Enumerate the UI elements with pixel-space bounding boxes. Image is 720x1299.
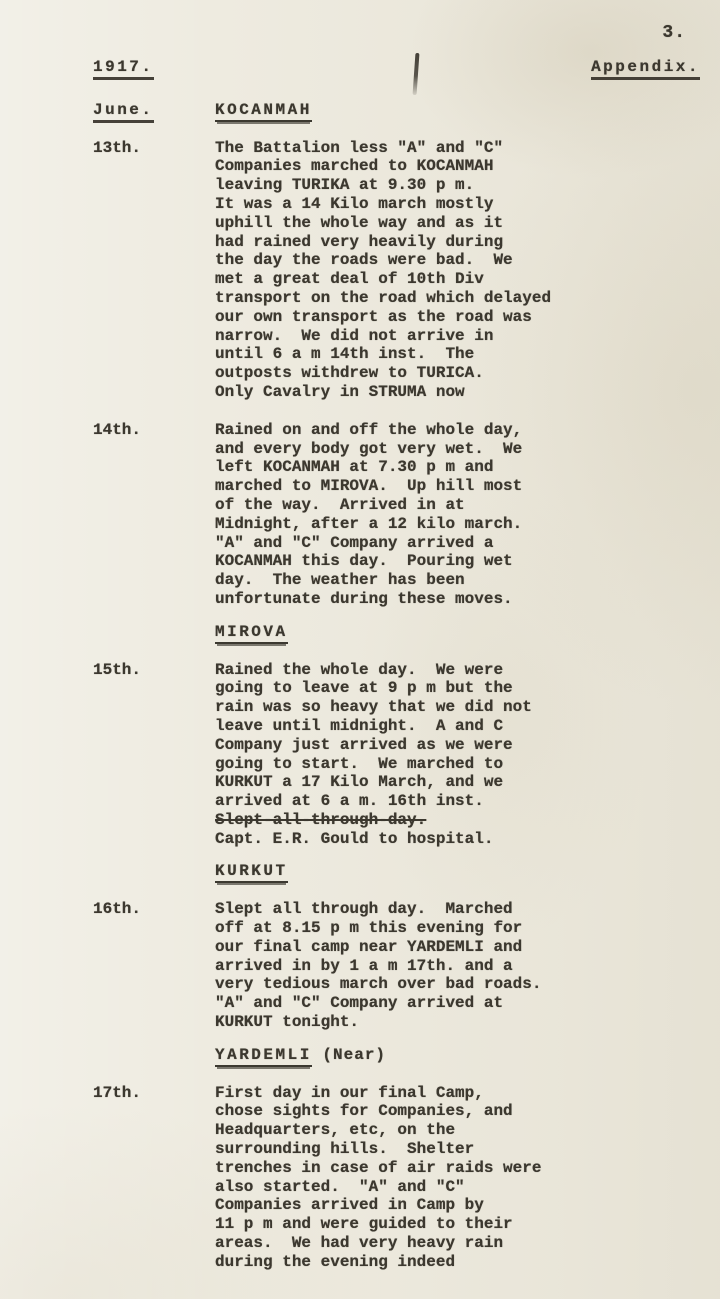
entry-line: unfortunate during these moves.: [215, 589, 513, 608]
entry-date: 14th.: [93, 420, 142, 439]
sections: [93, 101, 700, 1272]
page-header: [93, 58, 700, 77]
entry-line: chose sights for Companies, and: [215, 1102, 513, 1121]
entry-line: marched to MIROVA. Up hill most: [215, 477, 523, 496]
month-label-text: June.: [93, 101, 154, 123]
entry-line: 11 p m and were guided to their: [215, 1215, 513, 1234]
entry-body: [215, 900, 700, 1032]
entry-body: [215, 139, 700, 402]
page-number: 3.: [662, 23, 686, 43]
entry-line: Midnight, after a 12 kilo march.: [215, 514, 523, 533]
section-heading-text: KURKUT: [215, 862, 288, 883]
entry-line: Companies marched to KOCANMAH: [215, 157, 494, 176]
appendix-label-text: Appendix.: [591, 58, 700, 80]
section-head: [93, 101, 700, 120]
section: [93, 623, 700, 849]
entry-date: 17th.: [93, 1083, 142, 1102]
entry-line: going to start. We marched to: [215, 754, 504, 773]
diary-entry: [93, 139, 700, 402]
entry-line: outposts withdrew to TURICA.: [215, 364, 484, 383]
entry-line: transport on the road which delayed: [215, 288, 552, 307]
entry-body: [215, 1084, 700, 1272]
section: [93, 101, 700, 609]
entry-line: Rained the whole day. We were: [215, 660, 504, 679]
entry-line: also started. "A" and "C": [215, 1177, 465, 1196]
entry-line: leave until midnight. A and C: [215, 716, 504, 735]
entry-line: areas. We had very heavy rain: [215, 1234, 504, 1253]
entry-line: the day the roads were bad. We: [215, 251, 513, 270]
entry-line: trenches in case of air raids were: [215, 1158, 542, 1177]
entry-line: Slept all through day. Marched: [215, 900, 513, 919]
entry-line: during the evening indeed: [215, 1252, 456, 1271]
section-heading-suffix: (Near): [311, 1045, 387, 1064]
entry-line: left KOCANMAH at 7.30 p m and: [215, 458, 494, 477]
section-head: [93, 623, 700, 642]
entry-line: rain was so heavy that we did not: [215, 698, 532, 717]
entry-line: of the way. Arrived in at: [215, 495, 465, 514]
entry-line: KURKUT a 17 Kilo March, and we: [215, 773, 504, 792]
entry-line: Company just arrived as we were: [215, 735, 513, 754]
section-heading-text: KOCANMAH: [215, 101, 312, 122]
diary-entry: [93, 661, 700, 849]
section-heading: [215, 862, 288, 881]
diary-entry: [93, 900, 700, 1032]
entry-line: Capt. E.R. Gould to hospital.: [215, 829, 494, 848]
appendix-label: [591, 58, 700, 77]
month-label: [93, 1046, 215, 1065]
month-label: [93, 862, 215, 881]
entry-line: Headquarters, etc, on the: [215, 1121, 456, 1140]
entry-line: Companies arrived in Camp by: [215, 1196, 484, 1215]
entry-line: KOCANMAH this day. Pouring wet: [215, 552, 513, 571]
entry-date: 15th.: [93, 660, 142, 679]
entry-line: arrived at 6 a m. 16th inst.: [215, 792, 484, 811]
entry-line: had rained very heavily during: [215, 232, 504, 251]
section-heading: [215, 623, 288, 642]
entry-line: narrow. We did not arrive in: [215, 326, 494, 345]
entry-date: 16th.: [93, 900, 142, 919]
section-heading-text: YARDEMLI: [215, 1046, 312, 1067]
entry-body: [215, 661, 700, 849]
section-heading-text: MIROVA: [215, 623, 288, 644]
month-label: [93, 623, 215, 642]
month-label: [93, 101, 215, 120]
section: [93, 1046, 700, 1272]
entry-line: "A" and "C" Company arrived at: [215, 994, 504, 1013]
entry-line: and every body got very wet. We: [215, 439, 523, 458]
entry-line: going to leave at 9 p m but the: [215, 679, 513, 698]
entry-line: off at 8.15 p m this evening for: [215, 919, 523, 938]
section-heading: [215, 101, 312, 120]
entry-line: First day in our final Camp,: [215, 1083, 484, 1102]
entry-line: Only Cavalry in STRUMA now: [215, 382, 465, 401]
section-head: [93, 862, 700, 881]
diary-entry: [93, 1084, 700, 1272]
entry-line: our final camp near YARDEMLI and: [215, 937, 523, 956]
entry-line: Rained on and off the whole day,: [215, 420, 523, 439]
entry-line: surrounding hills. Shelter: [215, 1140, 475, 1159]
entry-line: met a great deal of 10th Div: [215, 270, 484, 289]
entry-line: It was a 14 Kilo march mostly: [215, 194, 494, 213]
entry-line: very tedious march over bad roads.: [215, 975, 542, 994]
entry-line: Slept-all-through-day.: [215, 810, 427, 829]
entry-line: day. The weather has been: [215, 571, 465, 590]
entry-line: uphill the whole way and as it: [215, 213, 504, 232]
entry-body: [215, 421, 700, 609]
entry-line: KURKUT tonight.: [215, 1013, 360, 1032]
entry-line: The Battalion less "A" and "C": [215, 138, 504, 157]
entry-line: arrived in by 1 a m 17th. and a: [215, 956, 513, 975]
year-label: [93, 58, 154, 77]
year-label-text: 1917.: [93, 58, 154, 80]
entry-line: our own transport as the road was: [215, 307, 532, 326]
entry-line: "A" and "C" Company arrived a: [215, 533, 494, 552]
section: [93, 862, 700, 1031]
entry-date: 13th.: [93, 138, 142, 157]
entry-line: leaving TURIKA at 9.30 p m.: [215, 176, 475, 195]
section-head: [93, 1046, 700, 1065]
section-heading: [215, 1046, 386, 1065]
entry-line: until 6 a m 14th inst. The: [215, 345, 475, 364]
diary-entry: [93, 421, 700, 609]
